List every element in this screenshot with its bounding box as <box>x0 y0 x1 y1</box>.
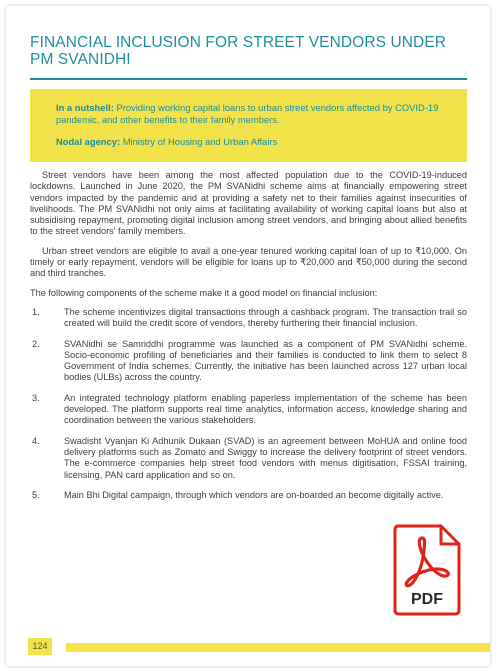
page-number: 124 <box>28 638 52 655</box>
paragraph: Street vendors have been among the most affected population due to the COVID-19-induced lockdowns. Launched in June 2020, the PM SVANidhi scheme aims at financially empowering street vendors impacted by the pandemic and at providing a safety net to their families against insecurities of livelihoods. The PM SVANidhi not only aims at facilitating availability of working capital loans but also at subsidising repayment, promoting digital inclusion among street vendors, and bringing about allied benefits to the street vendors' family members. <box>30 170 467 237</box>
nodal-agency <box>56 136 453 148</box>
list-item-text: The scheme incentivizes digital transactions through a cashback program. The transaction trail so created will build the credit score of vendors, thereby furthering their financial inclusion. <box>64 306 467 329</box>
pdf-label: PDF <box>411 591 443 608</box>
list-item-number: 5. <box>32 489 40 500</box>
list-item-text: An integrated technology platform enabling paperless implementation of the scheme has been developed. The platform supports real time analytics, information access, knowledge sharing and coordination between the various stakeholders. <box>64 392 467 426</box>
paragraph: The following components of the scheme make it a good model on financial inclusion: <box>30 287 378 298</box>
nutshell-label: In a nutshell: <box>56 102 114 113</box>
list-item-text: SVANidhi se Samriddhi programme was launched as a component of PM SVANidhi scheme. Socio-economic profiling of beneficiaries and their families is conducted to link them to select 8 Government of India schemes. Currently, the initiative has been launched across 127 urban local bodies (ULBs) across the country. <box>64 338 467 383</box>
pdf-file-icon[interactable] <box>393 524 461 616</box>
nutshell-summary <box>56 102 453 126</box>
list-item-text: Swadisht Vyanjan Ki Adhunik Dukaan (SVAD) is an agreement between MoHUA and online food delivery platforms such as Zomato and Swiggy to increase the delivery footprint of street vendors. The e-commerce companies help street food vendors with menus digitisation, FSSAI training, licensing, PAN card application and so on. <box>64 435 467 480</box>
list-item <box>30 339 467 384</box>
list-item <box>30 307 467 330</box>
list-item-number: 1. <box>32 306 40 317</box>
title-divider <box>30 78 467 80</box>
nutshell-text: Providing working capital loans to urban street vendors affected by COVID-19 pandemic, and other benefits to their family members. <box>56 102 439 125</box>
list-item-text: Main Bhi Digital campaign, through which vendors are on-boarded an become digitally active. <box>64 489 444 500</box>
components-list <box>30 307 467 501</box>
page-title: FINANCIAL INCLUSION FOR STREET VENDORS UNDER PM SVANIDHI <box>30 34 447 68</box>
list-item-number: 3. <box>32 392 40 403</box>
nutshell-box <box>30 89 467 162</box>
nodal-agency-label: Nodal agency: <box>56 136 121 147</box>
footer-bar <box>66 643 490 652</box>
list-item-number: 4. <box>32 435 40 446</box>
list-item <box>30 490 467 501</box>
nodal-agency-text: Ministry of Housing and Urban Affairs <box>122 136 278 147</box>
list-item <box>30 393 467 427</box>
body-text <box>30 170 467 501</box>
paragraph: Urban street vendors are eligible to avail a one-year tenured working capital loan of up to ₹10,000. On timely or early repayment, vendors will be eligible for loans up to ₹20,000 and ₹50,000 during the second and third tranches. <box>30 245 467 279</box>
list-item-number: 2. <box>32 338 40 349</box>
list-item <box>30 436 467 481</box>
